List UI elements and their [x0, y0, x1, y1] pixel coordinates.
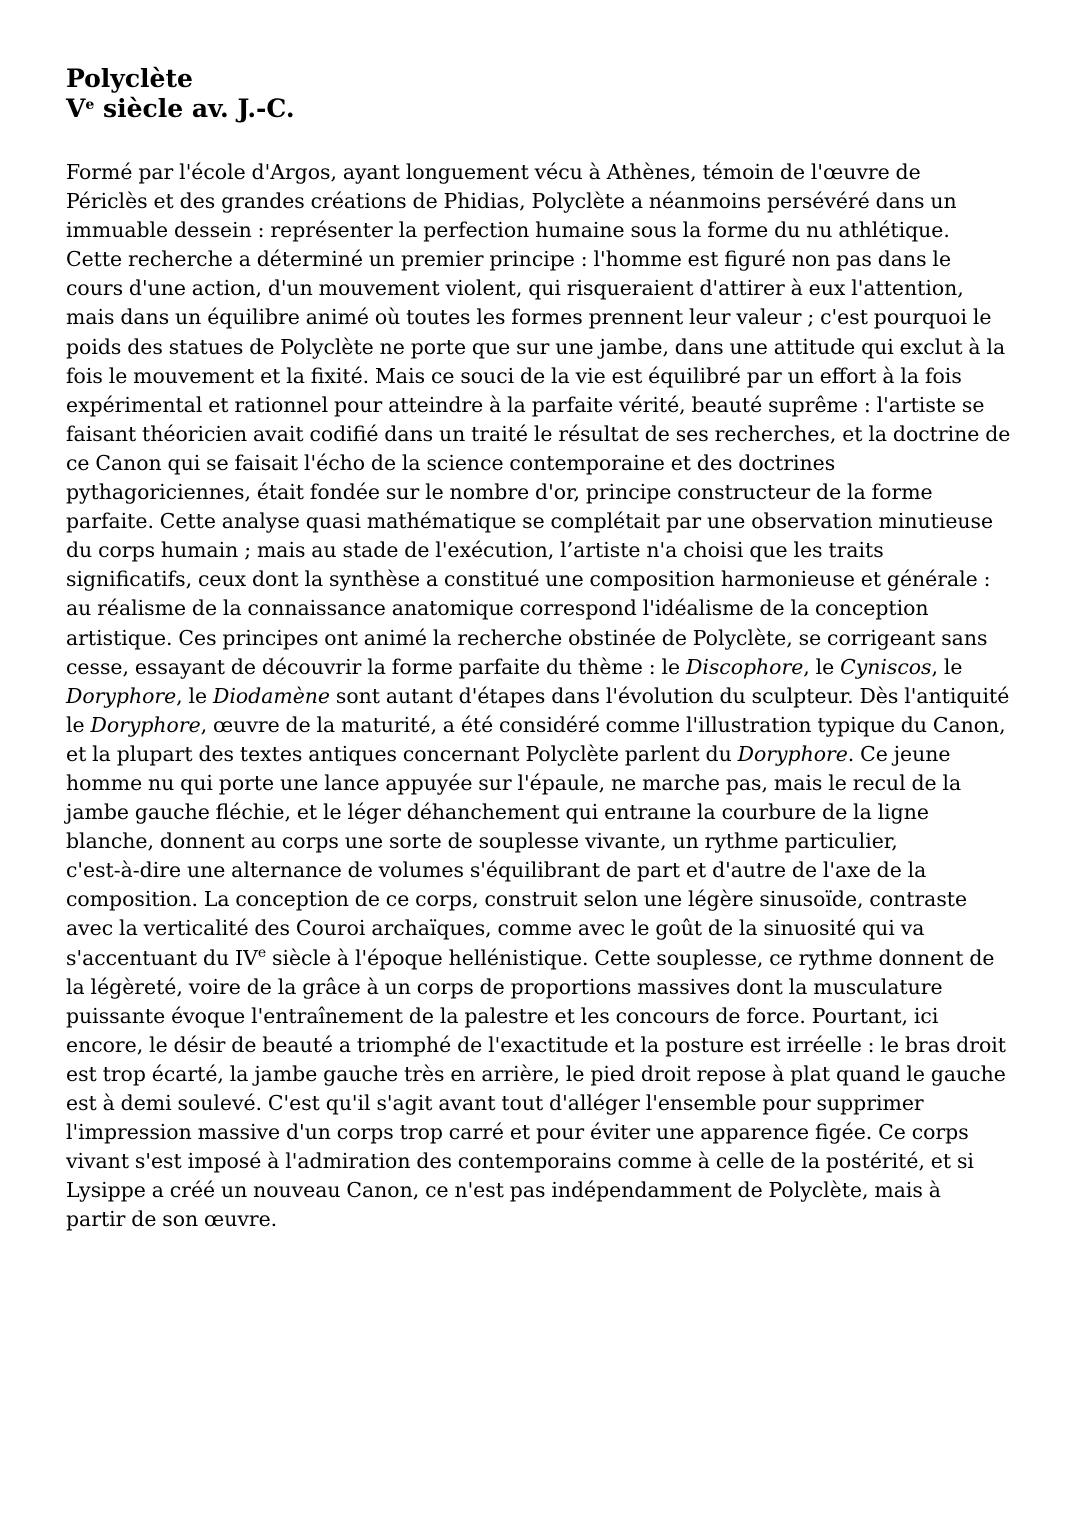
text-line: s'accentuant du IVe siècle à l'époque hellénistique. Cette souplesse, ce rythme donnent de	[66, 944, 995, 970]
text-line: expérimental et rationnel pour atteindre à la parfaite vérité, beauté suprême : l'artiste se	[66, 392, 985, 417]
italic-work-title: Discophore	[685, 654, 804, 679]
text-line: au réalisme de la connaissance anatomique correspond l'idéalisme de la conception	[66, 596, 929, 621]
text-line: mais dans un équilibre animé où toutes les formes prennent leur valeur ; c'est pourquoi le	[66, 305, 992, 330]
text-line: puissante évoque l'entraînement de la palestre et les concours de force. Pourtant, ici	[66, 1003, 939, 1028]
title-period	[66, 94, 1016, 124]
body-paragraph	[66, 158, 1016, 1234]
text-line: immuable dessein : représenter la perfection humaine sous la forme du nu athlétique.	[66, 218, 950, 243]
italic-work-title: Doryphore	[90, 712, 201, 737]
text-line: homme nu qui porte une lance appuyée sur l'épaule, ne marche pas, mais le recul de la	[66, 770, 962, 795]
text-line: ce Canon qui se faisait l'écho de la science contemporaine et des doctrines	[66, 450, 836, 475]
text-line: du corps humain ; mais au stade de l'exécution, l’artiste n'a choisi que les traits	[66, 538, 884, 563]
text-line: la légèreté, voire de la grâce à un corps de proportions massives dont la musculature	[66, 974, 943, 999]
italic-work-title: Doryphore	[66, 683, 177, 708]
text-line: Cette recherche a déterminé un premier principe : l'homme est figuré non pas dans le	[66, 247, 952, 272]
title-period-prefix: V	[66, 94, 86, 123]
text-line: cours d'une action, d'un mouvement violent, qui risqueraient d'attirer à eux l'attention,	[66, 276, 964, 301]
text-line: pythagoriciennes, était fondée sur le nombre d'or, principe constructeur de la forme	[66, 480, 933, 505]
text-line: significatifs, ceux dont la synthèse a constitué une composition harmonieuse et générale :	[66, 567, 991, 592]
text-line: blanche, donnent au corps une sorte de souplesse vivante, un rythme particulier,	[66, 829, 898, 854]
italic-work-title: Cyniscos	[840, 654, 932, 679]
text-line: faisant théoricien avait codifié dans un traité le résultat de ses recherches, et la doctrine de	[66, 421, 1011, 446]
text-line: vivant s'est imposé à l'admiration des contemporains comme à celle de la postérité, et si	[66, 1149, 974, 1174]
text-line: cesse, essayant de découvrir la forme parfaite du thème : le Discophore, le Cyniscos, le	[66, 654, 963, 679]
text-line: fois le mouvement et la fixité. Mais ce souci de la vie est équilibré par un effort à la fois	[66, 363, 962, 388]
title-name: Polyclète	[66, 64, 193, 93]
text-line: composition. La conception de ce corps, construit selon une légère sinusoïde, contraste	[66, 887, 968, 912]
text-line: jambe gauche fléchie, et le léger déhanchement qui entraıne la courbure de la ligne	[66, 800, 929, 825]
document-title	[66, 64, 1016, 124]
italic-work-title: Doryphore	[737, 741, 848, 766]
text-line: est à demi soulevé. C'est qu'il s'agit avant tout d'alléger l'ensemble pour supprimer	[66, 1091, 924, 1115]
text-line: c'est-à-dire une alternance de volumes s'équilibrant de part et d'autre de l'axe de la	[66, 858, 927, 883]
text-line: est trop écarté, la jambe gauche très en arrière, le pied droit repose à plat quand le gauche	[66, 1061, 1006, 1086]
text-line: parfaite. Cette analyse quasi mathématique se complétait par une observation minutieuse	[66, 509, 994, 534]
text-line: artistique. Ces principes ont animé la recherche obstinée de Polyclète, se corrigeant sans	[66, 625, 988, 650]
title-period-suffix: siècle av. J.-C.	[94, 94, 295, 123]
text-line: le Doryphore, œuvre de la maturité, a été considéré comme l'illustration typique du Canon,	[66, 712, 1006, 737]
italic-work-title: Diodamène	[213, 683, 330, 708]
text-line: partir de son œuvre.	[66, 1207, 278, 1232]
text-line: Doryphore, le Diodamène sont autant d'étapes dans l'évolution du sculpteur. Dès l'antiquité	[66, 683, 1010, 708]
text-line: encore, le désir de beauté a triomphé de l'exactitude et la posture est irréelle : le bras droit	[66, 1032, 1006, 1057]
text-line: l'impression massive d'un corps trop carré et pour éviter une apparence figée. Ce corps	[66, 1120, 969, 1145]
document-page	[66, 64, 1016, 1234]
text-line: avec la verticalité des Couroi archaïques, comme avec le goût de la sinuosité qui va	[66, 916, 925, 941]
text-line: Périclès et des grandes créations de Phidias, Polyclète a néanmoins persévéré dans un	[66, 189, 957, 214]
text-line: poids des statues de Polyclète ne porte que sur une jambe, dans une attitude qui exclut à la	[66, 334, 1006, 359]
text-line: et la plupart des textes antiques concernant Polyclète parlent du Doryphore. Ce jeune	[66, 741, 951, 766]
text-line: Lysippe a créé un nouveau Canon, ce n'est pas indépendamment de Polyclète, mais à	[66, 1178, 941, 1203]
superscript: e	[257, 944, 267, 961]
text-line: Formé par l'école d'Argos, ayant longuement vécu à Athènes, témoin de l'œuvre de	[66, 160, 921, 184]
title-period-sup: e	[85, 97, 95, 113]
